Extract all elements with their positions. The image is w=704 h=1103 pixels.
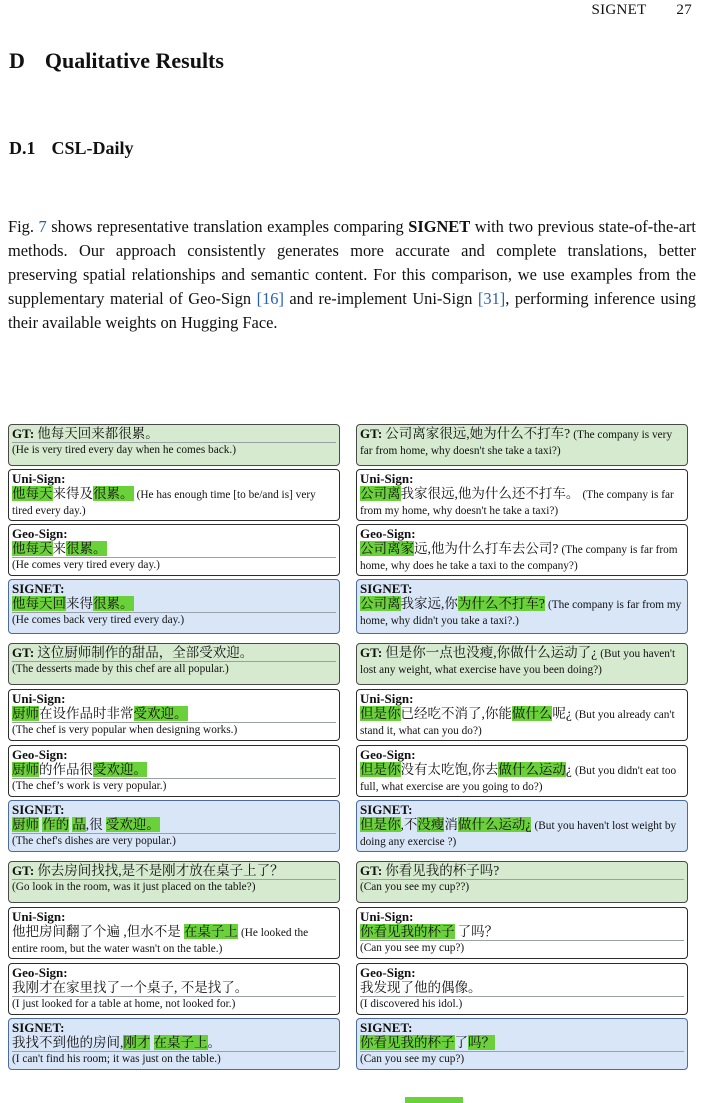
geo-sign-label: Geo-Sign: (360, 526, 416, 541)
translation-text: 没有太吃饱,你去 (400, 762, 499, 777)
gt-box (8, 643, 340, 685)
uni-english: (He has enough time [to be/and is] very tired every day.) (12, 489, 316, 517)
gt-box (8, 424, 340, 466)
geo-sign-label: Geo-Sign: (360, 965, 416, 980)
geo-sign-box (8, 745, 340, 797)
uni-sign-box (356, 689, 688, 741)
highlight-span: 受欢迎。 (133, 706, 188, 721)
highlight-span: 品 (72, 817, 86, 832)
highlight-span: 在桌子上 (153, 1035, 208, 1050)
geo-sign-box (356, 963, 688, 1015)
signet-label: SIGNET: (360, 802, 413, 817)
geo-sign-box (356, 524, 688, 576)
section-number: D (9, 48, 25, 73)
page-number: 27 (676, 2, 692, 18)
gt-chinese: 你看见我的杯子吗? (385, 863, 500, 878)
signet-box (356, 800, 688, 852)
geo-english: (I discovered his idol.) (360, 996, 684, 1012)
gt-chinese: 你去房间找找,是不是刚才放在桌子上了？ (37, 863, 284, 878)
signet-box (8, 1018, 340, 1070)
signet-english: (The chef's dishes are very popular.) (12, 833, 336, 849)
uni-sign-box (8, 907, 340, 959)
highlight-span: 受欢迎。 (93, 762, 147, 777)
para-text-3: and re-implement Uni-Sign (283, 289, 478, 308)
highlight-span: 但是你 (360, 762, 401, 777)
translation-text: 了吗？ (457, 924, 499, 939)
geo-sign-label: Geo-Sign: (360, 747, 416, 762)
highlight-span: 很累。 (66, 541, 107, 556)
uni-sign-label: Uni-Sign: (12, 691, 66, 706)
subsection-title: CSL-Daily (51, 138, 134, 158)
translation-text: 他把房间翻了个遍 ,但水不是 (12, 924, 181, 939)
translation-text: 了 (454, 1035, 468, 1050)
translation-text: 来得 (66, 596, 93, 611)
translation-text: ,不 (400, 817, 418, 832)
highlight-span: 吗？ (468, 1035, 495, 1050)
gt-label: GT: (360, 863, 383, 878)
citation-link-31[interactable]: [31] (477, 289, 506, 308)
highlight-span: 厨师 (12, 706, 39, 721)
signet-english: (The company is far from my home, why didn't you take a taxi?.) (360, 599, 682, 627)
gt-box (356, 643, 688, 685)
signet-box (356, 1018, 688, 1070)
uni-english: (The company is far from my home, why doesn't he take a taxi?) (360, 489, 674, 517)
citation-link-16[interactable]: [16] (256, 289, 284, 308)
gt-label: GT: (12, 645, 35, 660)
geo-sign-label: Geo-Sign: (12, 526, 68, 541)
highlight-span: 公司离 (360, 486, 401, 501)
gt-box (356, 861, 688, 903)
uni-sign-label: Uni-Sign: (12, 909, 66, 924)
translation-text: 我找不到他的房间, (12, 1035, 124, 1050)
uni-sign-box (8, 469, 340, 521)
signet-english: (Can you see my cup?) (360, 1051, 684, 1067)
highlight-span: 做什么运动¿ (457, 817, 532, 832)
highlight-span: 刚才 (123, 1035, 151, 1050)
section-heading (9, 48, 224, 74)
signet-label: SIGNET: (12, 581, 65, 596)
highlight-span: 作的 (42, 817, 70, 832)
uni-english: (But you already can't stand it, what can you do?) (360, 709, 675, 737)
uni-sign-label: Uni-Sign: (360, 691, 414, 706)
highlight-span: 没瘦 (417, 817, 445, 832)
highlight-span: 厨师 (12, 762, 39, 777)
geo-sign-box (8, 963, 340, 1015)
figure-link[interactable]: 7 (38, 217, 47, 236)
geo-english: (The chef’s work is very popular.) (12, 778, 336, 794)
highlight-span: 但是你 (360, 706, 401, 721)
translation-text: 呢¿ (552, 706, 572, 721)
highlight-span: 但是你 (360, 817, 401, 832)
geo-sign-label: Geo-Sign: (12, 747, 68, 762)
subsection-number: D.1 (9, 138, 36, 158)
para-text-2: with two previous state-of-the-art methods. Our approach consistently generates more accurate and complete translations, better preserving spatial relationships and semantic content. For this comparison, we use examples from the supplementary material of Geo-Sign (8, 217, 696, 308)
highlight-span: 他每天回 (12, 596, 66, 611)
para-text-4: , performing inference using their available weights on Hugging Face. (8, 289, 696, 332)
translation-text: 我刚才在家里找了一个桌子, 不是找了。 (12, 980, 249, 995)
gt-label: GT: (360, 426, 383, 441)
gt-label: GT: (12, 863, 35, 878)
signet-label: SIGNET: (12, 1020, 65, 1035)
highlight-span: 公司离 (360, 596, 401, 611)
geo-sign-box (8, 524, 340, 576)
highlight-span: 受欢迎。 (105, 817, 160, 832)
gt-chinese: 这位厨师制作的甜品，全部受欢迎。 (37, 645, 254, 660)
uni-sign-label: Uni-Sign: (360, 909, 414, 924)
translation-text: ¿ (565, 762, 572, 777)
uni-sign-box (8, 689, 340, 741)
signet-label: SIGNET: (12, 802, 65, 817)
translation-text: 消 (444, 817, 458, 832)
section-title: Qualitative Results (44, 48, 224, 73)
highlight-span: 他每天 (12, 541, 53, 556)
gt-english: (The company is very far from home, why doesn't she take a taxi?) (360, 429, 673, 457)
translation-text: 。 (207, 1035, 221, 1050)
geo-english: (But you didn't eat too full, what exercise are you going to do?) (360, 765, 677, 793)
highlight-span: 很累。 (93, 486, 134, 501)
uni-sign-label: Uni-Sign: (12, 471, 66, 486)
gt-english: (Go look in the room, was it just placed on the table?) (12, 879, 336, 895)
highlight-span: 公司离家 (360, 541, 414, 556)
translation-text: 我家远,你 (400, 596, 458, 611)
gt-english: (He is very tired every day when he comes back.) (12, 442, 336, 458)
para-text-1: shows representative translation examples comparing (46, 217, 409, 236)
body-paragraph (8, 215, 696, 335)
signet-box (8, 579, 340, 634)
translation-text: ,很 (85, 817, 103, 832)
gt-chinese: 公司离家很远,她为什么不打车? (385, 426, 571, 441)
uni-sign-box (356, 907, 688, 959)
highlight-span: 你看见我的杯子 (360, 1035, 455, 1050)
highlight-span: 做什么运动 (498, 762, 566, 777)
uni-english: (He looked the entire room, but the water wasn't on the table.) (12, 927, 309, 955)
signet-label: SIGNET: (360, 581, 413, 596)
gt-label: GT: (360, 645, 383, 660)
signet-box (356, 579, 688, 634)
gt-chinese: 但是你一点也没瘦,你做什么运动了¿ (385, 645, 598, 660)
translation-text: 已经吃不消了,你能 (400, 706, 512, 721)
geo-english: (I just looked for a table at home, not looked for.) (12, 996, 336, 1012)
signet-label: SIGNET: (360, 1020, 413, 1035)
signet-english: (But you haven't lost weight by doing any exercise ?) (360, 820, 677, 848)
geo-english: (He comes very tired every day.) (12, 557, 336, 573)
translation-text: 在设作品时非常 (39, 706, 134, 721)
gt-box (8, 861, 340, 903)
uni-english: (The chef is very popular when designing works.) (12, 722, 336, 738)
caption-highlight-bar (405, 1097, 463, 1103)
translation-text: 来 (52, 541, 66, 556)
running-title: SIGNET (591, 2, 647, 18)
uni-sign-box (356, 469, 688, 521)
signet-english: (I can't find his room; it was just on the table.) (12, 1051, 336, 1067)
gt-box (356, 424, 688, 466)
geo-english: (The company is far from home, why does he take a taxi to the company?) (360, 544, 678, 572)
geo-sign-box (356, 745, 688, 797)
gt-english: (The desserts made by this chef are all popular.) (12, 661, 336, 677)
uni-sign-label: Uni-Sign: (360, 471, 414, 486)
gt-english: (But you haven't lost any weight, what exercise have you been doing?) (360, 648, 676, 676)
translation-text: 我家很远,他为什么还不打车。 (400, 486, 580, 501)
uni-english: (Can you see my cup?) (360, 940, 684, 956)
translation-text: 我发现了他的偶像。 (360, 980, 482, 995)
geo-sign-label: Geo-Sign: (12, 965, 68, 980)
subsection-heading (9, 138, 134, 159)
running-head (565, 2, 692, 19)
highlight-span: 做什么 (511, 706, 553, 721)
highlight-span: 他每天 (12, 486, 53, 501)
highlight-span: 厨师 (12, 817, 39, 832)
translation-text: 远,他为什么打车去公司? (414, 541, 559, 556)
signet-english: (He comes back very tired every day.) (12, 612, 336, 628)
highlight-span: 在桌子上 (183, 924, 238, 939)
method-name: SIGNET (408, 217, 471, 236)
translation-text: 来得及 (52, 486, 93, 501)
signet-box (8, 800, 340, 852)
translation-text: 的作品很 (39, 762, 93, 777)
fig-prefix: Fig. (8, 217, 39, 236)
highlight-span: 你看见我的杯子 (360, 924, 455, 939)
gt-english: (Can you see my cup??) (360, 879, 684, 895)
highlight-span: 很累。 (93, 596, 134, 611)
highlight-span: 为什么不打车? (457, 596, 545, 611)
gt-label: GT: (12, 426, 35, 441)
gt-chinese: 他每天回来都很累。 (37, 426, 159, 441)
